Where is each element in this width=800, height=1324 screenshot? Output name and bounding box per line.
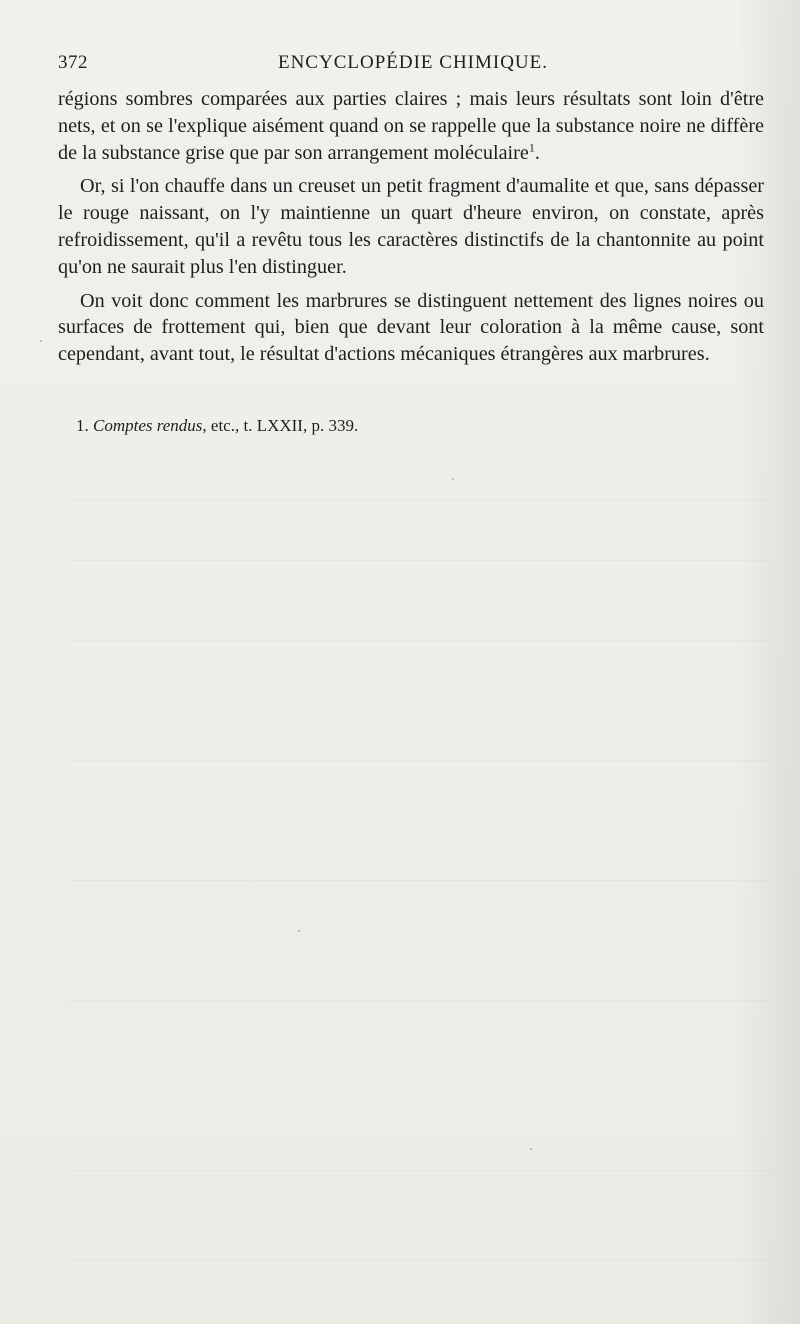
footnote-text: , etc., t. LXXII, p. 339. [202,416,359,435]
paragraph [58,86,764,166]
footnote-number: 1. [76,416,89,435]
paragraph-text: régions sombres comparées aux parties claires ; mais leurs résultats sont loin d'être nets, et on se l'explique aisément quand on se rappelle que la substance noire ne diffère de la substance grise que par son arrangement moléculaire [58,88,764,164]
show-through-line [70,1170,770,1171]
paper-speck [40,340,42,342]
paragraph: Or, si l'on chauffe dans un creuset un petit fragment d'aumalite et que, sans dépasser le rouge naissant, on l'y maintienne un quart d'heure environ, on constate, après refroidissement, qu'il a revêtu tous les caractères distinctifs de la chantonnite au point qu'on ne saurait plus l'en distinguer. [58,175,764,278]
show-through-line [70,500,770,501]
running-head [58,52,768,78]
body-text [58,86,764,375]
show-through-line [70,1000,770,1001]
show-through-line [70,560,770,561]
paper-speck [452,478,454,480]
paragraph-end: . [534,141,540,164]
show-through-line [70,640,770,641]
footnote-title: Comptes rendus [93,416,203,435]
show-through-line [70,760,770,761]
footnote [76,415,766,437]
paper-speck [530,1148,532,1150]
page-number: 372 [58,52,88,73]
running-title: ENCYCLOPÉDIE CHIMIQUE. [277,52,549,73]
paper-speck [298,930,300,932]
show-through-line [70,1260,770,1261]
footnote-reference: 1 [528,139,535,154]
show-through-line [70,880,770,881]
paragraph: On voit donc comment les marbrures se distinguent nettement des lignes noires ou surfaces de frottement qui, bien que devant leur coloration à la même cause, sont cependant, avant tout, le résultat d'actions mécaniques étrangères aux marbrures. [58,289,764,366]
